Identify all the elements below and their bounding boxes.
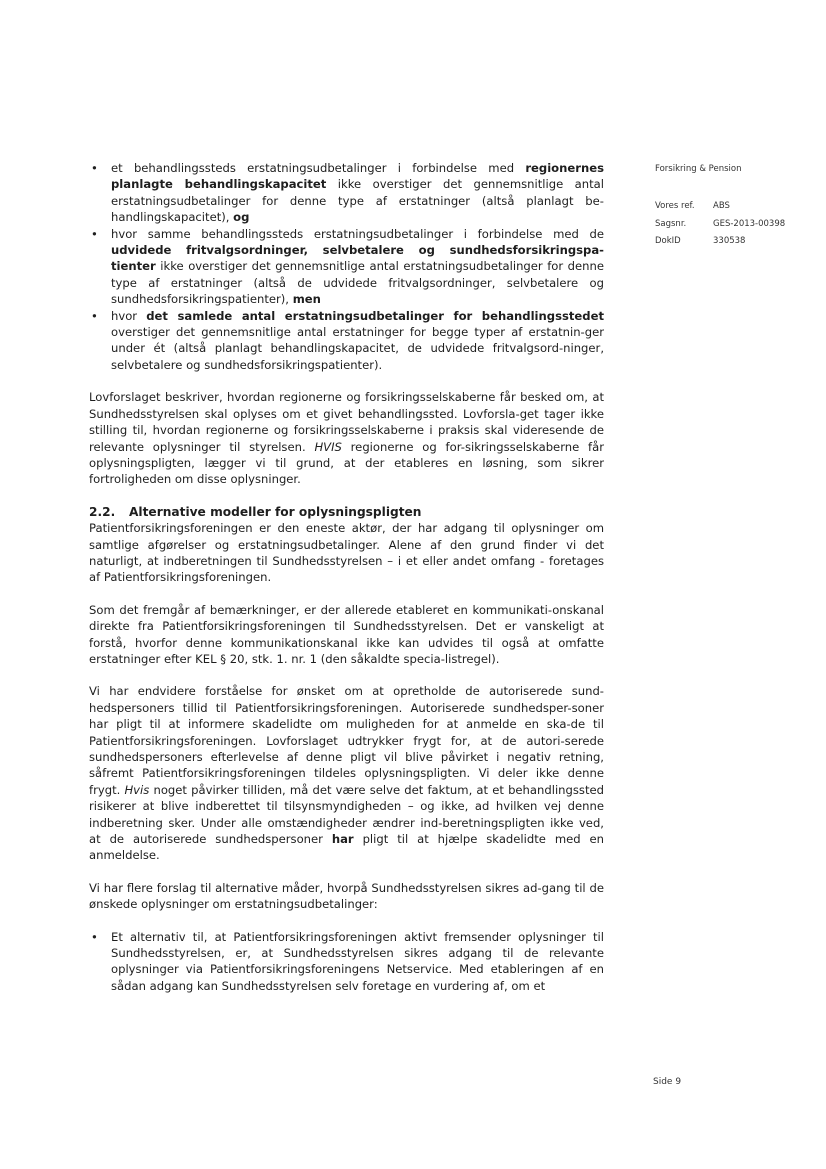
meta-ref-label: Vores ref.	[655, 201, 695, 211]
criteria-item	[89, 160, 604, 226]
text-run: overstiger det gennemsnitlige antal erstatninger for begge typer af erstatnin-ger under ét (altså planlagt behandlingskapacitet, de udvidede fritvalgsord-ninger, selvbetalere og sundhedsforsikringspatienter).	[111, 325, 604, 372]
paragraph-law-proposal	[89, 389, 604, 487]
bold-text: det samlede antal erstatningsudbetalinger for behandlingsstedet	[146, 308, 604, 323]
bold-text: har	[331, 832, 354, 847]
bold-text: men	[292, 292, 321, 307]
text-run: Vi har endvidere forståelse for ønsket om at opretholde de autoriserede sund-hedspersoners tillid til Patientforsikringsforeningen. Autoriserede sundhedsper-soner har pligt til at informere skadelidte om muligheden for at anmelde en ska-de til Patientforsikringsforeningen. Lovforslaget udtrykker frygt for, at de autori-serede sundhedspersoners efterlevelse af denne pligt vil blive påvirket i negativ retning, såfremt Patientforsikringsforeningen tildeles oplysningspligten. Vi deler ikke denne frygt.	[89, 684, 604, 797]
text-run: ikke overstiger det gennemsnitlige antal erstatningsudbetalinger for denne type af erstatninger (altså planlagt be-handlingskapacitet),	[111, 177, 604, 225]
text-run: Som det fremgår af bemærkninger, er der allerede etableret en kommunikati-onskanal direkte fra Patientforsikringsforeningen til Sundhedsstyrelsen. Det er vanskeligt at forstå, hvorfor denne kommunikationskanal ikke kan udvides til også at omfatte erstatninger efter KEL § 20, stk. 1. nr. 1 (den såkaldte specia-listregel).	[89, 602, 604, 666]
section-number: 2.2.	[89, 504, 116, 519]
meta-case-label: Sagsnr.	[655, 219, 687, 229]
bold-text: regionernes planlagte behandlingskapacitet	[111, 161, 604, 192]
meta-ref	[655, 201, 730, 211]
italic-text: Hvis	[124, 782, 150, 797]
section-title: Alternative modeller for oplysningspligten	[129, 504, 422, 519]
paragraph-patient-insurance	[89, 520, 604, 586]
paragraph-alternatives-intro	[89, 880, 604, 913]
text-run: Vi har flere forslag til alternative måder, hvorpå Sundhedsstyrelsen sikres ad-gang til de ønskede oplysninger om erstatningsudbetalinger:	[89, 880, 604, 912]
text-run: pligt til at hjælpe skadelidte med en anmeldelse.	[89, 832, 605, 863]
meta-docid-value: 330538	[713, 236, 746, 246]
text-run: hvor	[111, 308, 147, 323]
text-run: Patientforsikringsforeningen er den eneste aktør, der har adgang til oplysninger om samtlige afgørelser og erstatningsudbetalinger. Alene af den grund finder vi det naturligt, at indberetningen til Sundhedsstyrelsen – i et eller andet omfang - foretages af Patientforsikringsforeningen.	[89, 521, 604, 585]
paragraph-communication-channel	[89, 602, 604, 668]
document-body	[89, 160, 604, 994]
sender-organization: Forsikring & Pension	[655, 164, 742, 174]
alternatives-list	[89, 929, 604, 995]
text-run: et behandlingssteds erstatningsudbetalinger i forbindelse med	[111, 161, 526, 175]
meta-case-value: GES-2013-00398	[713, 219, 786, 229]
text-run: Lovforslaget beskriver, hvordan regionerne og forsikringsselskaberne får besked om, at Sundhedsstyrelsen skal oplyses om et givet behandlingssted. Lovforsla-get tager ikke stilling til, hvordan regionerne og forsikringsselskaberne i praksis skal videresende de relevante oplysninger til styrelsen.	[89, 390, 604, 454]
bold-text: og	[233, 210, 250, 225]
text-run: noget påvirker tilliden, må det være selve det faktum, at et behandlingssted risikerer at blive indberettet til tilsynsmyndigheden – og ikke, ad hvilken vej denne indberetning sker. Under alle omstændigheder ændrer ind-beretningspligten ikke ved, at de autoriserede sundhedspersoner	[89, 782, 604, 847]
text-run: Et alternativ til, at Patientforsikringsforeningen aktivt fremsender oplysninger til Sundhedsstyrelsen, er, at Sundhedsstyrelsen sikres adgang til de relevante oplysninger via Patientforsikringsforeningens Netservice. Med etableringen af en sådan adgang kan Sundhedsstyrelsen selv foretage en vurdering af, om et	[111, 929, 604, 993]
text-run: regionerne og for-sikringsselskaberne får oplysningspligten, lægger vi til grund, at der etableres en løsning, som sikrer fortroligheden om disse oplysninger.	[89, 439, 604, 487]
meta-ref-value: ABS	[713, 201, 730, 211]
alternative-item	[89, 929, 604, 995]
meta-docid-label: DokID	[655, 236, 681, 246]
paragraph-trust	[89, 683, 604, 863]
criteria-item	[89, 226, 604, 308]
section-heading	[89, 504, 604, 520]
meta-case-number	[655, 219, 785, 229]
italic-text: HVIS	[314, 439, 342, 454]
page-number: Side 9	[653, 1077, 682, 1087]
criteria-item	[89, 308, 604, 374]
text-run: hvor samme behandlingssteds erstatningsudbetalinger i forbindelse med de	[111, 226, 604, 241]
meta-doc-id	[655, 236, 745, 246]
text-run: ikke overstiger det gennemsnitlige antal erstatningsudbetalinger for denne type af erstatninger (altså de udvidede fritvalgsordninger, selvbetalere og sundhedsforsikringspatienter),	[111, 259, 604, 307]
bold-text: udvidede fritvalgsordninger, selvbetalere og sundhedsforsikringspa-tienter	[111, 243, 604, 274]
criteria-list	[89, 160, 604, 373]
